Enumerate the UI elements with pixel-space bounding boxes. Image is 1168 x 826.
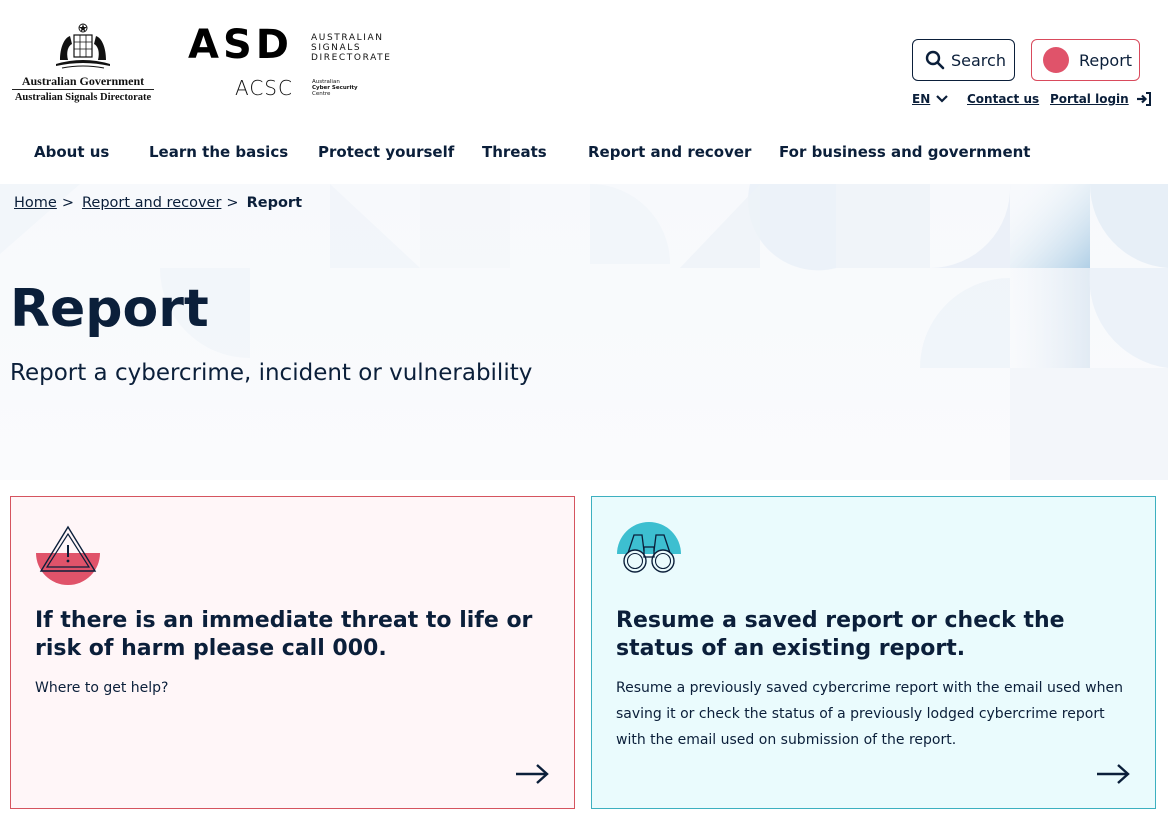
arrow-right-icon (514, 762, 550, 786)
search-button[interactable] (912, 39, 1015, 81)
gov-logo-line2: Australian Signals Directorate (14, 92, 152, 103)
search-button-label: Search (951, 50, 1006, 70)
report-icon (1043, 47, 1069, 73)
acsc-mark: ACSC (235, 76, 293, 100)
acsc-name-line: Centre (312, 91, 331, 97)
acsc-name-line: Australian (312, 79, 340, 85)
acsc-name-line: Cyber Security (312, 85, 358, 91)
site-header (0, 0, 1168, 125)
login-icon (1136, 92, 1152, 106)
nav-item-report-and-recover[interactable]: Report and recover (588, 143, 752, 161)
language-label: EN (912, 92, 931, 106)
emergency-card-text: Where to get help? (35, 680, 169, 696)
gov-logo-divider (12, 89, 154, 90)
asd-acsc-logo[interactable] (188, 22, 398, 102)
chevron-down-icon (935, 94, 949, 104)
asd-name-line: SIGNALS (311, 43, 362, 53)
resume-report-card[interactable] (591, 496, 1156, 809)
hero-banner (0, 184, 1168, 480)
search-icon (925, 50, 945, 70)
portal-login-link[interactable] (1050, 92, 1152, 106)
breadcrumb-separator: > (61, 195, 74, 211)
gov-logo-line1: Australian Government (21, 74, 145, 88)
arrow-right-icon (1095, 762, 1131, 786)
acsc-name (312, 79, 358, 97)
breadcrumb (14, 195, 302, 211)
asd-name-line: DIRECTORATE (311, 53, 392, 63)
asd-name (311, 33, 392, 63)
asd-name-line: AUSTRALIAN (311, 33, 384, 43)
report-button-label: Report (1079, 50, 1133, 70)
page-subtitle: Report a cybercrime, incident or vulnerability (10, 360, 533, 386)
binoculars-icon (616, 521, 682, 587)
nav-item-learn-the-basics[interactable]: Learn the basics (149, 143, 289, 161)
breadcrumb-home-link[interactable]: Home (14, 195, 57, 211)
resume-report-card-text: Resume a previously saved cybercrime report with the email used when saving it or check the status of a previously lodged cybercrime report with the email used on submission of the report. (616, 680, 1123, 748)
australian-government-logo[interactable] (10, 22, 156, 108)
nav-item-protect-yourself[interactable]: Protect yourself (318, 143, 455, 161)
emergency-card[interactable] (10, 496, 575, 809)
breadcrumb-current: Report (246, 195, 303, 211)
breadcrumb-separator: > (226, 195, 239, 211)
breadcrumb-report-recover-link[interactable]: Report and recover (81, 195, 222, 211)
warning-triangle-icon (35, 521, 101, 587)
nav-item-business-government[interactable]: For business and government (779, 143, 1031, 161)
portal-login-label: Portal login (1050, 92, 1129, 106)
main-nav (0, 125, 1168, 184)
nav-item-about-us[interactable]: About us (34, 143, 110, 161)
report-button[interactable] (1031, 39, 1140, 81)
coat-of-arms-icon (52, 22, 114, 74)
page-title: Report (10, 279, 209, 339)
resume-report-card-title: Resume a saved report or check the status of an existing report. (616, 608, 1065, 661)
nav-item-threats[interactable]: Threats (482, 143, 547, 161)
emergency-card-title: If there is an immediate threat to life or risk of harm please call 000. (35, 608, 533, 661)
language-selector[interactable] (912, 92, 949, 106)
asd-mark: ASD (188, 22, 293, 68)
contact-us-link[interactable]: Contact us (967, 92, 1040, 106)
